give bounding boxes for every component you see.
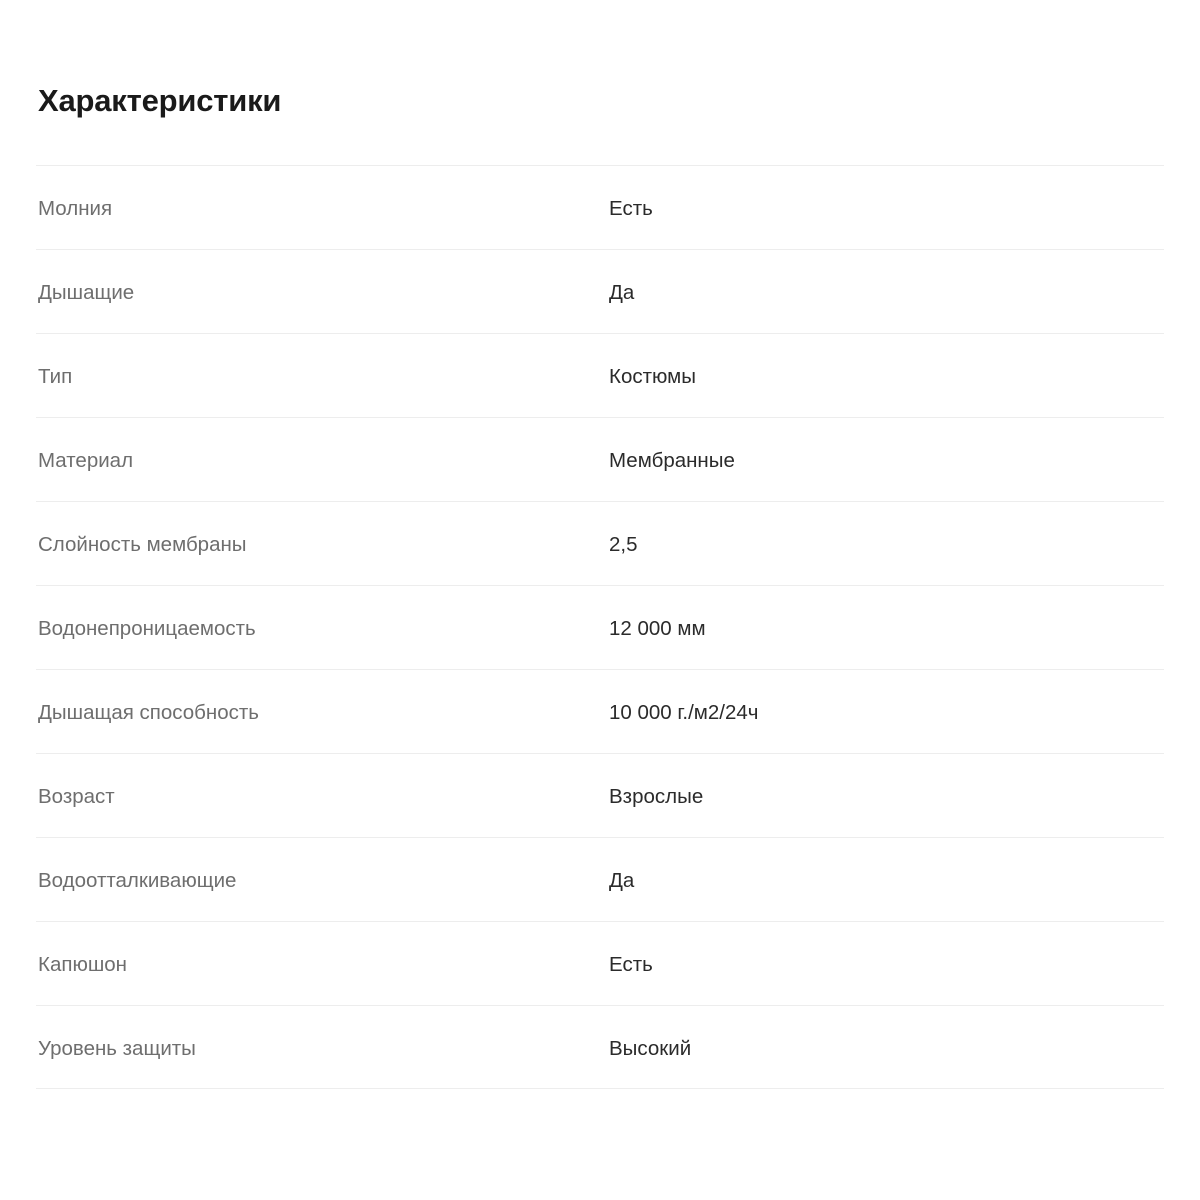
spec-value: Есть: [609, 953, 653, 977]
spec-value: 12 000 мм: [609, 617, 706, 641]
spec-value: Есть: [609, 197, 653, 221]
table-row: [36, 249, 1164, 333]
spec-value: Да: [609, 869, 635, 893]
spec-label: Материал: [38, 449, 134, 473]
specifications-table: [36, 165, 1164, 1089]
table-row: [36, 165, 1164, 249]
spec-value: 2,5: [609, 533, 638, 557]
table-row: [36, 417, 1164, 501]
spec-label: Капюшон: [38, 953, 127, 977]
spec-value: 10 000 г./м2/24ч: [609, 701, 759, 725]
spec-value: Высокий: [609, 1037, 692, 1061]
table-row: [36, 669, 1164, 753]
spec-label: Возраст: [38, 785, 115, 809]
table-row: [36, 585, 1164, 669]
spec-value: Костюмы: [609, 365, 696, 389]
table-row: [36, 333, 1164, 417]
spec-label: Дышащие: [38, 281, 135, 305]
spec-label: Слойность мембраны: [38, 533, 247, 557]
spec-label: Молния: [38, 197, 113, 221]
table-row: [36, 921, 1164, 1005]
spec-value: Мембранные: [609, 449, 735, 473]
spec-value: Да: [609, 281, 635, 305]
spec-label: Дышащая способность: [38, 701, 259, 725]
spec-value: Взрослые: [609, 785, 704, 809]
table-row: [36, 837, 1164, 921]
spec-label: Уровень защиты: [38, 1037, 196, 1061]
spec-label: Водонепроницаемость: [38, 617, 256, 641]
spec-label: Водоотталкивающие: [38, 869, 237, 893]
table-row: [36, 1005, 1164, 1089]
spec-label: Тип: [38, 365, 73, 389]
table-row: [36, 753, 1164, 837]
page-title: Характеристики: [38, 83, 282, 118]
table-row: [36, 501, 1164, 585]
